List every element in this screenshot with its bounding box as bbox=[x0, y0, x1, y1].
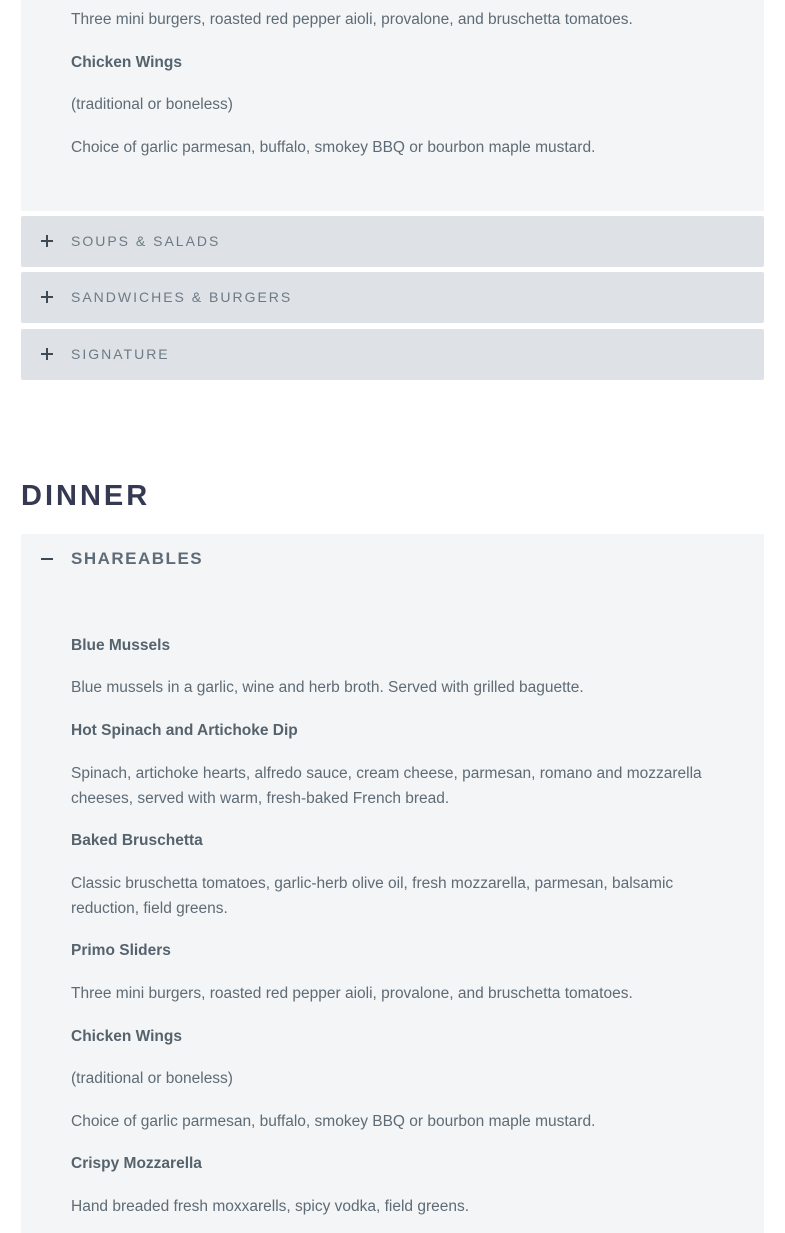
item-description: Classic bruschetta tomatoes, garlic-herb olive oil, fresh mozzarella, parmesan, balsamic reduction, field greens. bbox=[71, 875, 674, 917]
plus-icon bbox=[39, 233, 55, 249]
item-description: Blue mussels in a garlic, wine and herb broth. Served with grilled baguette. bbox=[71, 679, 584, 696]
item-description: Three mini burgers, roasted red pepper aioli, provalone, and bruschetta tomatoes. bbox=[71, 11, 633, 28]
minus-icon bbox=[39, 551, 55, 567]
section-title-dinner: DINNER bbox=[21, 480, 151, 512]
item-description: (traditional or boneless) bbox=[71, 96, 233, 113]
plus-icon bbox=[39, 346, 55, 362]
accordion-label: SHAREABLES bbox=[71, 549, 204, 568]
accordion-sandwiches-burgers[interactable] bbox=[21, 272, 764, 323]
accordion-signature[interactable] bbox=[21, 329, 764, 380]
item-description: Choice of garlic parmesan, buffalo, smokey BBQ or bourbon maple mustard. bbox=[71, 1113, 596, 1130]
accordion-soups-salads[interactable] bbox=[21, 216, 764, 267]
accordion-shareables[interactable] bbox=[21, 534, 764, 584]
item-description: (traditional or boneless) bbox=[71, 1070, 233, 1087]
item-description: Hand breaded fresh moxxarells, spicy vodka, field greens. bbox=[71, 1198, 470, 1215]
accordion-label: SANDWICHES & BURGERS bbox=[71, 289, 293, 305]
item-description: Three mini burgers, roasted red pepper aioli, provalone, and bruschetta tomatoes. bbox=[71, 985, 633, 1002]
plus-icon bbox=[39, 289, 55, 305]
item-description: Spinach, artichoke hearts, alfredo sauce, cream cheese, parmesan, romano and mozzarella cheeses, served with warm, fresh-baked French bread. bbox=[71, 765, 702, 807]
item-name: Blue Mussels bbox=[71, 637, 171, 654]
item-name: Hot Spinach and Artichoke Dip bbox=[71, 722, 298, 739]
accordion-label: SOUPS & SALADS bbox=[71, 233, 221, 249]
item-name: Crispy Mozzarella bbox=[71, 1155, 202, 1172]
item-name: Baked Bruschetta bbox=[71, 832, 203, 849]
item-description: Choice of garlic parmesan, buffalo, smokey BBQ or bourbon maple mustard. bbox=[71, 139, 596, 156]
item-name: Chicken Wings bbox=[71, 54, 182, 71]
item-name: Chicken Wings bbox=[71, 1028, 182, 1045]
accordion-label: SIGNATURE bbox=[71, 346, 170, 362]
item-name: Primo Sliders bbox=[71, 942, 171, 959]
